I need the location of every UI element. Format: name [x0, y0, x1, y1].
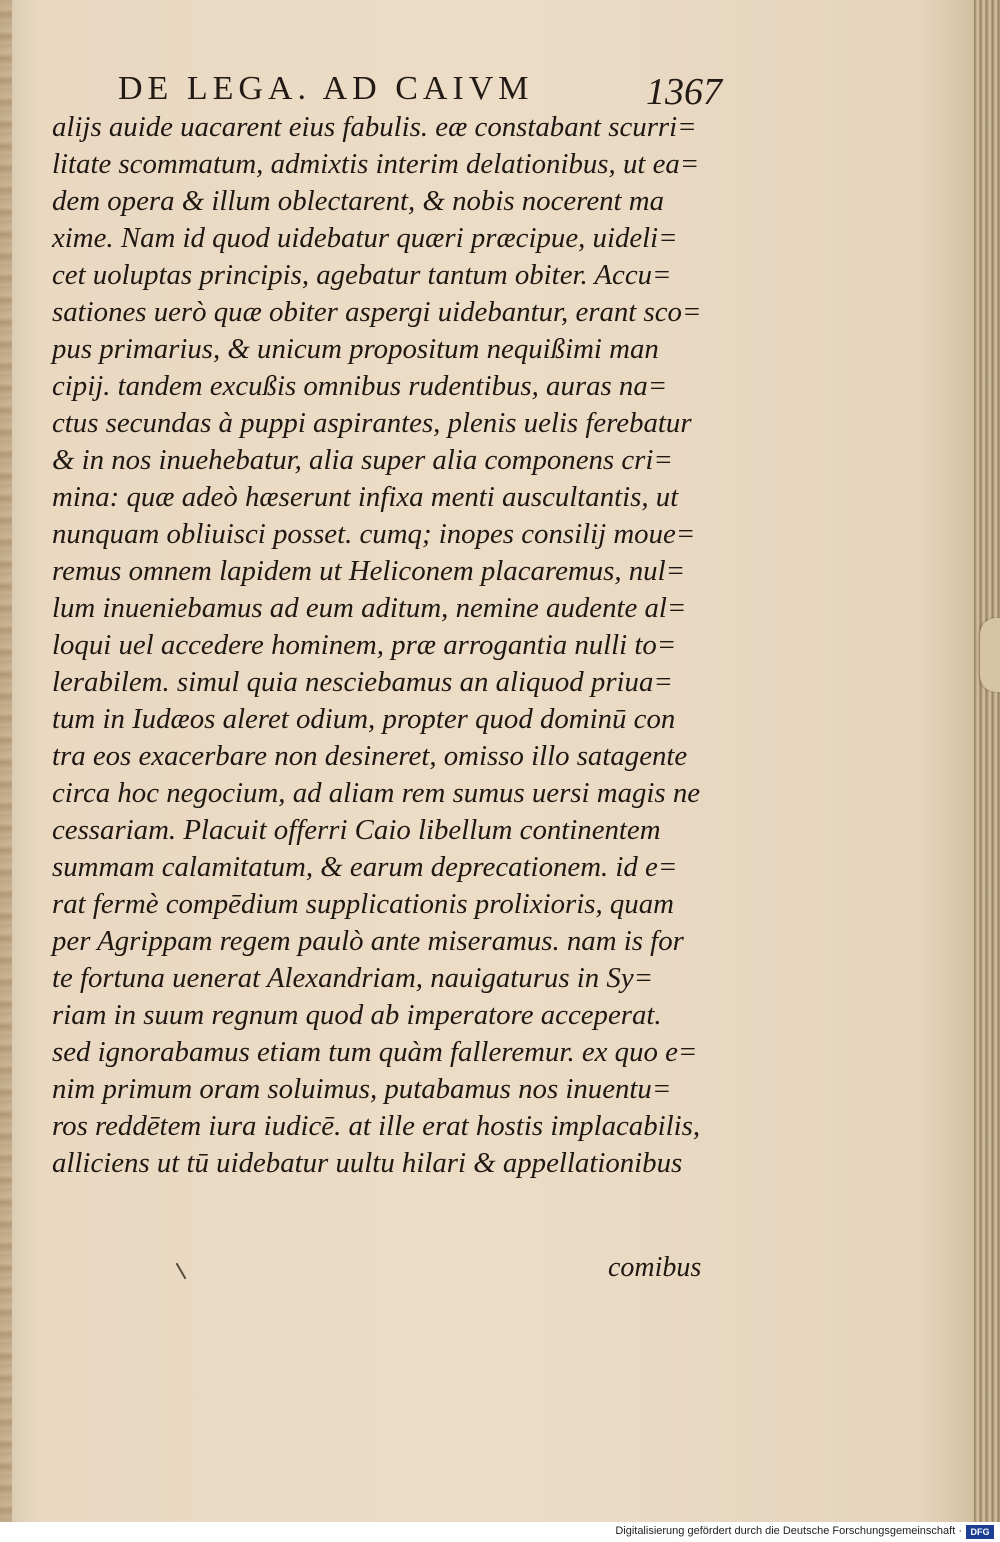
running-title: DE LEGA. AD CAIVM	[118, 70, 534, 107]
page-number: 1367	[646, 71, 722, 113]
text-line: lum inueniebamus ad eum aditum, nemine audente al=	[52, 592, 687, 624]
text-line: cessariam. Placuit offerri Caio libellum continentem	[52, 814, 661, 846]
text-line: sed ignorabamus etiam tum quàm falleremur. ex quo e=	[52, 1036, 698, 1068]
text-line: sationes uerò quæ obiter aspergi uidebantur, erant sco=	[52, 296, 702, 328]
thumb-tab	[980, 618, 1000, 692]
text-line: summam calamitatum, & earum deprecationem. id e=	[52, 851, 678, 883]
text-line: te fortuna uenerat Alexandriam, nauigaturus in Sy=	[52, 962, 654, 994]
text-line: xime. Nam id quod uidebatur quæri præcipue, uideli=	[52, 222, 678, 254]
page-gutter-edge	[0, 0, 12, 1522]
text-line: alliciens ut tū uidebatur uultu hilari & appellationibus	[52, 1147, 683, 1179]
text-line: & in nos inuehebatur, alia super alia componens cri=	[52, 444, 673, 476]
footer-bar	[0, 1522, 1000, 1542]
text-line: rat fermè compēdium supplicationis prolixioris, quam	[52, 888, 674, 920]
text-line: per Agrippam regem paulò ante miseramus. nam is for	[52, 925, 684, 957]
text-line: ros reddētem iura iudicē. at ille erat hostis implacabilis,	[52, 1110, 701, 1142]
text-line: circa hoc negocium, ad aliam rem sumus uersi magis ne	[52, 777, 701, 809]
text-line: nim primum oram soluimus, putabamus nos inuentu=	[52, 1073, 672, 1105]
text-line: lerabilem. simul quia nesciebamus an aliquod priua=	[52, 666, 673, 698]
text-line: nunquam obliuisci posset. cumq; inopes consilij moue=	[52, 518, 696, 550]
text-line: mina: quæ adeò hæserunt infixa menti auscultantis, ut	[52, 481, 679, 513]
text-line: dem opera & illum oblectarent, & nobis nocerent ma	[52, 185, 665, 217]
text-line: remus omnem lapidem ut Heliconem placaremus, nul=	[52, 555, 686, 587]
stray-mark	[176, 1263, 187, 1280]
page-fore-edge	[974, 0, 1000, 1522]
text-line: tum in Iudæos aleret odium, propter quod dominū con	[52, 703, 676, 735]
body-text	[52, 109, 732, 1182]
dfg-credit-text: Digitalisierung gefördert durch die Deutsche Forschungsgemeinschaft ·	[615, 1525, 962, 1537]
text-line: loqui uel accedere hominem, præ arrogantia nulli to=	[52, 629, 677, 661]
text-line: cet uoluptas principis, agebatur tantum obiter. Accu=	[52, 259, 672, 291]
text-line: tra eos exacerbare non desineret, omisso illo satagente	[52, 740, 688, 772]
text-line: alijs auide uacarent eius fabulis. eæ constabant scurri=	[52, 111, 697, 143]
dfg-logo: DFG	[966, 1525, 994, 1539]
text-line: cipij. tandem excußis omnibus rudentibus, auras na=	[52, 370, 668, 402]
text-line: ctus secundas à puppi aspirantes, plenis uelis ferebatur	[52, 407, 692, 439]
text-line: litate scommatum, admixtis interim delationibus, ut ea=	[52, 148, 700, 180]
text-line: pus primarius, & unicum propositum nequißimi man	[52, 333, 659, 365]
text-line: riam in suum regnum quod ab imperatore acceperat.	[52, 999, 662, 1031]
catchword: comibus	[608, 1252, 702, 1283]
